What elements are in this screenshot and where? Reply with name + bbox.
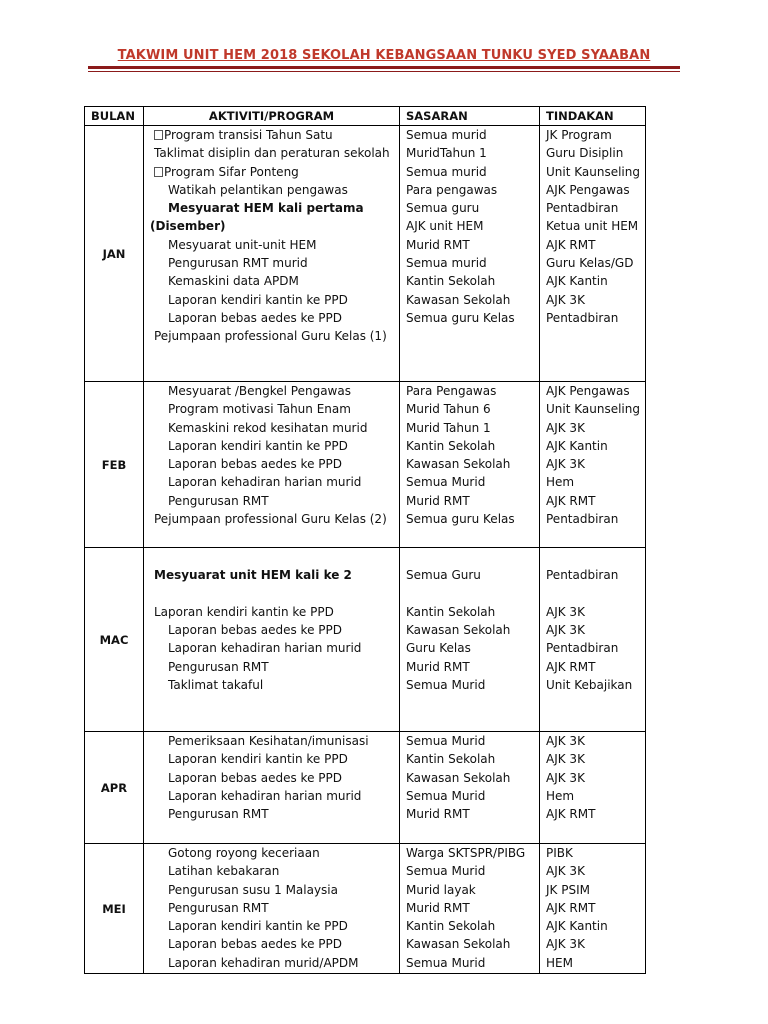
list-item: Kemaskini data APDM [168,274,299,289]
header-row [85,107,646,126]
list-item: Ketua unit HEM [546,219,639,234]
month-mei: MEI [85,844,144,974]
list-item: Murid RMT [406,493,470,508]
list-item: Pentadbiran [546,512,619,527]
list-item: Watikah pelantikan pengawas [168,182,348,197]
month-row-feb [85,382,646,548]
list-item: AJK unit HEM [406,219,484,234]
aktiviti-cell-apr [144,732,400,844]
list-item: Laporan kehadiran harian murid [168,475,362,490]
list-item: Semua murid [406,128,487,142]
list-item: (Disember) [150,219,226,234]
takwim-table [84,106,646,974]
list-item: JK Program [546,128,612,142]
list-item: Pengurusan RMT [168,659,269,674]
list-item: AJK Pengawas [546,182,630,197]
list-item: Kantin Sekolah [406,752,496,767]
list-item: Murid RMT [406,900,470,915]
list-item: Warga SKTSPR/PIBG [406,846,526,860]
tindakan-cell-jan [540,126,646,382]
list-item: Program transisi Tahun Satu [144,126,399,144]
list-item: Pejumpaan professional Guru Kelas (1) [154,329,387,344]
list-item: Semua Murid [406,788,486,803]
list-item: AJK Kantin [546,438,608,453]
list-item: Pengurusan RMT [168,900,269,915]
list-item: Mesyuarat unit HEM kali ke 2 [154,568,352,583]
list-item: Pentadbiran [546,568,619,583]
list-item: Laporan bebas aedes ke PPD [168,770,342,785]
list-item: Guru Kelas/GD [546,256,634,271]
title-divider-thin [88,71,680,72]
list-item: AJK RMT [546,493,596,508]
aktiviti-cell-mac [144,548,400,732]
list-item: Laporan bebas aedes ke PPD [168,457,342,472]
list-item: Taklimat disiplin dan peraturan sekolah [154,146,390,161]
list-item: AJK RMT [546,900,596,915]
document-title: TAKWIM UNIT HEM 2018 SEKOLAH KEBANGSAAN TUNKU SYED SYAABAN [117,48,651,63]
list-item: Gotong royong keceriaan [168,846,320,860]
list-item: Guru Kelas [406,641,471,656]
list-item: Murid RMT [406,237,470,252]
tindakan-cell-mac [540,548,646,732]
list-item: AJK RMT [546,659,596,674]
list-item: Murid layak [406,882,476,897]
list-item: Semua Murid [406,678,486,693]
list-item: Pentadbiran [546,201,619,216]
list-item: Para pengawas [406,182,498,197]
tindakan-cell-feb [540,382,646,548]
list-item: AJK RMT [546,237,596,252]
list-item: AJK Kantin [546,919,608,934]
header-tindakan: TINDAKAN [540,107,646,126]
list-item: AJK 3K [546,752,585,767]
list-item: AJK RMT [546,807,596,822]
list-item: Kantin Sekolah [406,919,496,934]
sasaran-cell-mac [400,548,540,732]
header-bulan: BULAN [85,107,144,126]
list-item: Semua Murid [406,475,486,490]
month-mac: MAC [85,548,144,732]
list-item: Kawasan Sekolah [406,623,511,638]
aktiviti-cell-jan [144,126,400,382]
list-item: Semua murid [406,164,487,179]
list-item: Kawasan Sekolah [406,292,511,307]
list-item: Semua Murid [406,955,486,970]
title-divider [88,66,680,69]
checkbox-glyph-icon [154,167,163,177]
list-item: Laporan kendiri kantin ke PPD [154,604,334,619]
tindakan-cell-apr [540,732,646,844]
list-item: Para Pengawas [406,384,497,398]
list-item: Laporan bebas aedes ke PPD [168,310,342,325]
list-item: Pengurusan RMT [168,807,269,822]
list-item: Mesyuarat unit-unit HEM [168,237,317,252]
list-item: Pemeriksaan Kesihatan/imunisasi [168,734,369,748]
list-item: Semua guru Kelas [406,512,515,527]
list-item: Program motivasi Tahun Enam [168,402,351,417]
list-item: Pengurusan RMT [168,493,269,508]
sasaran-cell-feb [400,382,540,548]
list-item: Murid Tahun 1 [406,420,491,435]
month-jan: JAN [85,126,144,382]
list-item: Pengurusan RMT murid [168,256,308,271]
aktiviti-cell-mei [144,844,400,974]
list-item: Laporan kehadiran harian murid [168,788,362,803]
list-item: Latihan kebakaran [168,864,280,879]
sasaran-cell-jan [400,126,540,382]
list-item: AJK Kantin [546,274,608,289]
list-item: Mesyuarat /Bengkel Pengawas [168,384,351,398]
list-item: Unit Kaunseling [546,164,640,179]
list-item: Mesyuarat HEM kali pertama [168,201,364,216]
list-item: AJK 3K [546,604,585,619]
list-item: Murid RMT [406,659,470,674]
header-sasaran: SASARAN [400,107,540,126]
list-item: Pentadbiran [546,310,619,325]
list-item: MuridTahun 1 [406,146,487,161]
list-item: AJK 3K [546,457,585,472]
list-item: Laporan kendiri kantin ke PPD [168,292,348,307]
list-item: Laporan kendiri kantin ke PPD [168,919,348,934]
list-item: Semua murid [406,256,487,271]
header-aktiviti: AKTIVITI/PROGRAM [144,107,400,126]
list-item: Kantin Sekolah [406,438,496,453]
list-item: Pentadbiran [546,641,619,656]
month-feb: FEB [85,382,144,548]
month-row-jan [85,126,646,382]
tindakan-cell-mei [540,844,646,974]
list-item: AJK 3K [546,734,585,748]
list-item: Laporan kehadiran harian murid [168,641,362,656]
list-item: Kemaskini rekod kesihatan murid [168,420,368,435]
list-item: Semua Murid [406,864,486,879]
list-item: Laporan bebas aedes ke PPD [168,937,342,952]
list-item: Semua guru [406,201,480,216]
checkbox-glyph-icon [154,130,163,140]
list-item: Hem [546,788,575,803]
list-item: JK PSIM [546,882,590,897]
list-item: Laporan kendiri kantin ke PPD [168,438,348,453]
month-apr: APR [85,732,144,844]
list-item: Unit Kebajikan [546,678,633,693]
sasaran-cell-mei [400,844,540,974]
list-item: Pejumpaan professional Guru Kelas (2) [154,512,387,527]
list-item: Guru Disiplin [546,146,624,161]
list-item: Hem [546,475,575,490]
list-item: Program Sifar Ponteng [144,163,399,181]
list-item: Murid Tahun 6 [406,402,491,417]
list-item: HEM [546,955,573,970]
month-row-mac [85,548,646,732]
list-item: Kawasan Sekolah [406,770,511,785]
list-item: Laporan bebas aedes ke PPD [168,623,342,638]
list-item: AJK 3K [546,937,585,952]
list-item: Kawasan Sekolah [406,457,511,472]
list-item: AJK Pengawas [546,384,630,398]
aktiviti-cell-feb [144,382,400,548]
month-row-mei [85,844,646,974]
month-row-apr [85,732,646,844]
list-item: Unit Kaunseling [546,402,640,417]
list-item: Semua Guru [406,568,481,583]
list-item: AJK 3K [546,770,585,785]
list-item: Laporan kehadiran murid/APDM [168,955,359,970]
list-item: AJK 3K [546,420,585,435]
list-item: AJK 3K [546,623,585,638]
list-item: Laporan kendiri kantin ke PPD [168,752,348,767]
list-item: AJK 3K [546,864,585,879]
list-item: Murid RMT [406,807,470,822]
list-item: PIBK [546,846,573,860]
list-item: Semua guru Kelas [406,310,515,325]
list-item: Semua Murid [406,734,486,748]
list-item: Pengurusan susu 1 Malaysia [168,882,338,897]
list-item: AJK 3K [546,292,585,307]
list-item: Kantin Sekolah [406,604,496,619]
list-item: Kantin Sekolah [406,274,496,289]
list-item: Kawasan Sekolah [406,937,511,952]
list-item: Taklimat takaful [168,678,264,693]
sasaran-cell-apr [400,732,540,844]
